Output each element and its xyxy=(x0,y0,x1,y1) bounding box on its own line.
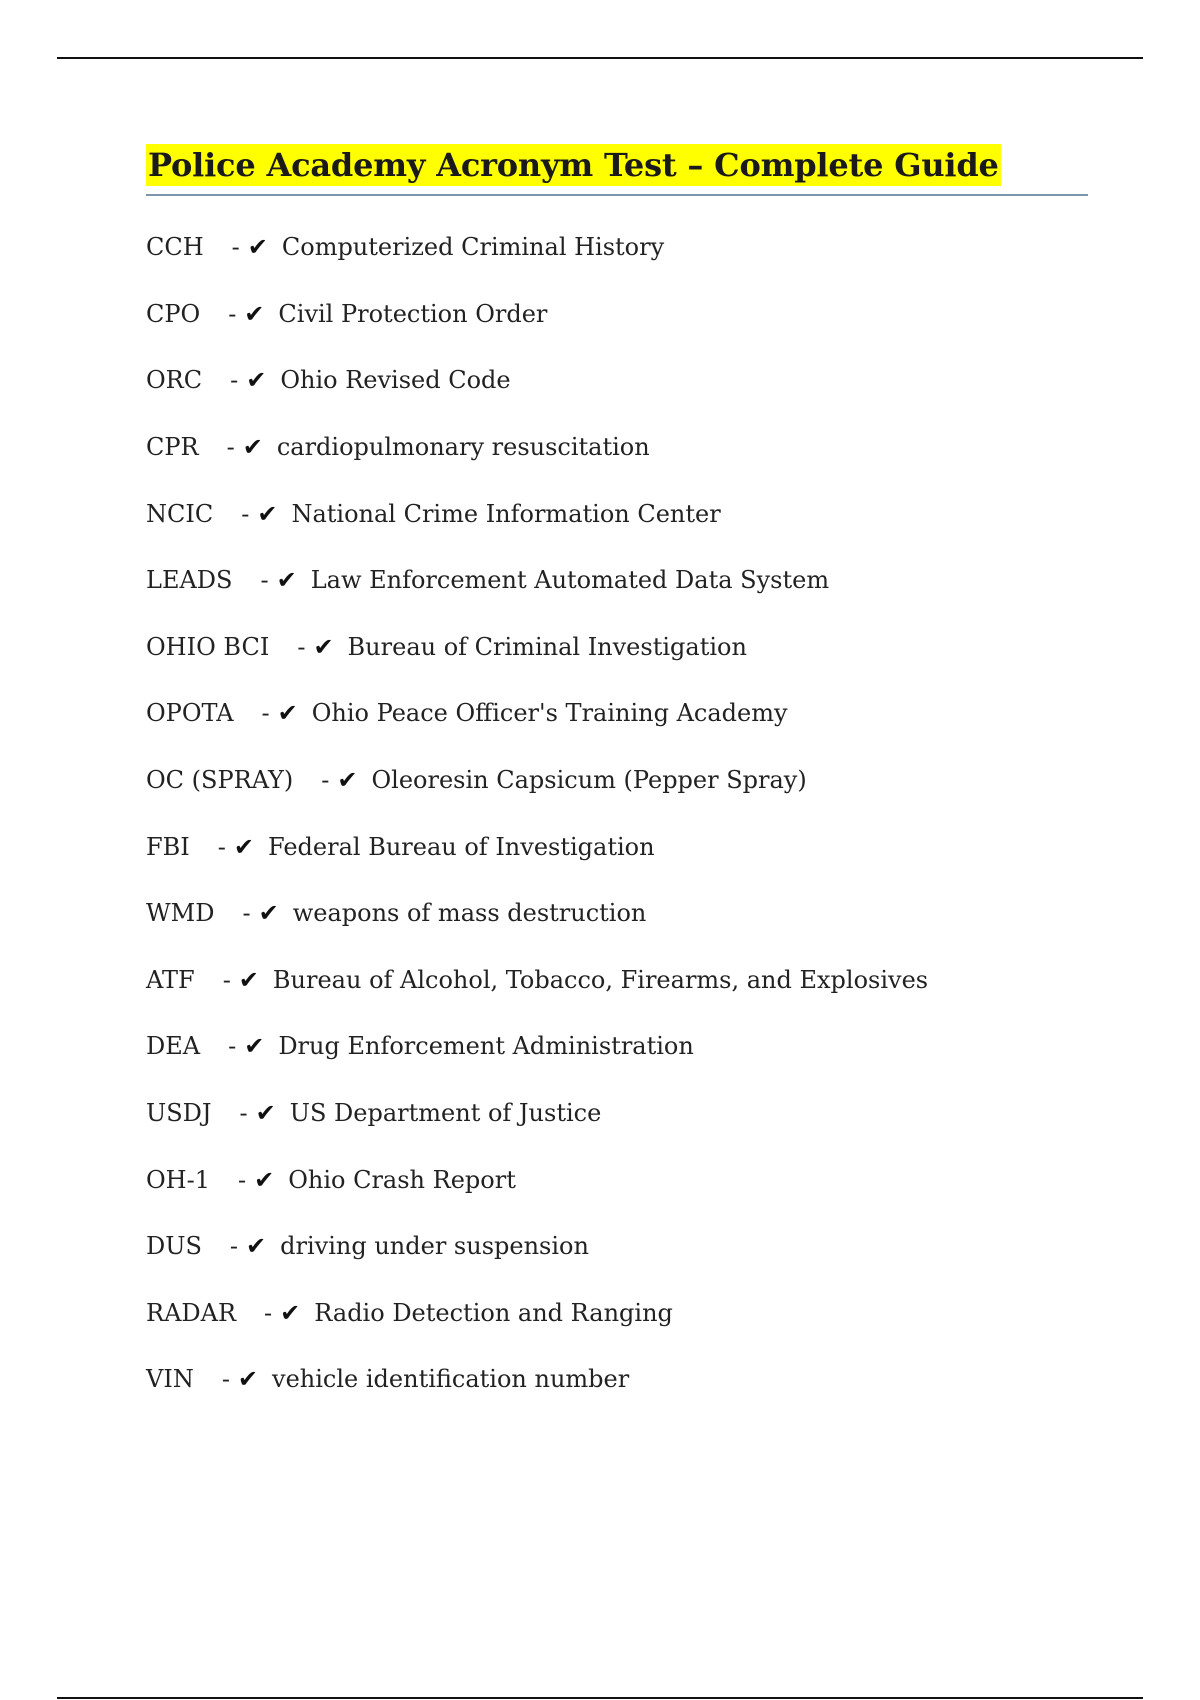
acronym-entry-oc-spray xyxy=(146,747,1088,814)
acronym-term: LEADS xyxy=(146,566,233,595)
acronym-term: RADAR xyxy=(146,1298,237,1327)
check-mark-icon: ✔ xyxy=(237,1365,259,1394)
separator-dash: - xyxy=(229,1232,239,1261)
check-mark-icon: ✔ xyxy=(244,299,265,328)
page-bottom-rule xyxy=(57,1697,1143,1699)
acronym-definition: Ohio Crash Report xyxy=(288,1165,516,1194)
check-mark-icon: ✔ xyxy=(277,699,298,728)
acronym-term: NCIC xyxy=(146,499,214,528)
check-mark-icon: ✔ xyxy=(247,233,268,262)
separator-dash: - xyxy=(221,1365,230,1394)
acronym-definition: US Department of Justice xyxy=(289,1099,602,1128)
acronym-definition: Civil Protection Order xyxy=(278,299,548,328)
acronym-definition: Ohio Revised Code xyxy=(280,366,511,395)
separator-dash: - xyxy=(231,233,240,262)
check-mark-icon: ✔ xyxy=(242,433,263,462)
acronym-entry-wmd xyxy=(146,880,1088,947)
acronym-entry-cpr xyxy=(146,414,1088,481)
check-mark-icon: ✔ xyxy=(255,1099,276,1128)
acronym-term: OHIO BCI xyxy=(146,632,270,661)
acronym-entry-fbi xyxy=(146,813,1088,880)
separator-dash: - xyxy=(261,699,270,728)
separator-dash: - xyxy=(228,1032,237,1061)
acronym-definition: cardiopulmonary resuscitation xyxy=(276,433,650,462)
check-mark-icon: ✔ xyxy=(254,1165,275,1194)
check-mark-icon: ✔ xyxy=(276,566,297,595)
acronym-entry-leads xyxy=(146,547,1088,614)
acronym-definition: weapons of mass destruction xyxy=(292,899,647,928)
check-mark-icon: ✔ xyxy=(257,499,278,528)
check-mark-icon: ✔ xyxy=(337,766,358,795)
separator-dash: - xyxy=(242,899,251,928)
acronym-term: OC (SPRAY) xyxy=(146,766,294,795)
acronym-definition: driving under suspension xyxy=(280,1232,589,1261)
separator-dash: - xyxy=(241,499,250,528)
separator-dash: - xyxy=(228,299,237,328)
acronym-term: OPOTA xyxy=(146,699,234,728)
separator-dash: - xyxy=(217,832,226,861)
acronym-entry-opota xyxy=(146,680,1088,747)
acronym-definition: National Crime Information Center xyxy=(291,499,721,528)
acronym-term: CPO xyxy=(146,299,201,328)
acronym-entry-cpo xyxy=(146,281,1088,348)
check-mark-icon: ✔ xyxy=(233,832,254,861)
separator-dash: - xyxy=(297,632,306,661)
acronym-term: WMD xyxy=(146,899,215,928)
separator-dash: - xyxy=(230,366,239,395)
acronym-term: ORC xyxy=(146,366,203,395)
acronym-term: VIN xyxy=(146,1365,194,1394)
title-block xyxy=(146,144,1088,196)
check-mark-icon: ✔ xyxy=(238,965,259,994)
acronym-entry-dea xyxy=(146,1013,1088,1080)
acronym-definition: Federal Bureau of Investigation xyxy=(268,832,655,861)
acronym-entry-oh-1 xyxy=(146,1146,1088,1213)
page-title: Police Academy Acronym Test – Complete Guide xyxy=(148,146,999,184)
acronym-entry-atf xyxy=(146,947,1088,1014)
acronym-list xyxy=(146,214,1088,1413)
check-mark-icon: ✔ xyxy=(258,899,279,928)
check-mark-icon: ✔ xyxy=(246,1232,267,1261)
acronym-definition: Radio Detection and Ranging xyxy=(314,1298,673,1327)
acronym-definition: Bureau of Alcohol, Tobacco, Firearms, and Explosives xyxy=(272,965,929,994)
acronym-definition: Oleoresin Capsicum (Pepper Spray) xyxy=(371,766,807,795)
acronym-term: CCH xyxy=(146,233,204,262)
acronym-term: USDJ xyxy=(146,1099,212,1128)
acronym-term: DEA xyxy=(146,1032,201,1061)
acronym-term: FBI xyxy=(146,832,190,861)
separator-dash: - xyxy=(237,1165,247,1194)
acronym-entry-ohio-bci xyxy=(146,614,1088,681)
acronym-entry-cch xyxy=(146,214,1088,281)
page-top-rule xyxy=(57,57,1143,59)
separator-dash: - xyxy=(264,1298,273,1327)
acronym-definition: Drug Enforcement Administration xyxy=(278,1032,694,1061)
check-mark-icon: ✔ xyxy=(244,1032,265,1061)
separator-dash: - xyxy=(222,965,231,994)
acronym-term: OH-1 xyxy=(146,1165,210,1194)
acronym-term: DUS xyxy=(146,1232,202,1261)
acronym-entry-orc xyxy=(146,347,1088,414)
acronym-definition: Bureau of Criminal Investigation xyxy=(347,632,747,661)
acronym-definition: Law Enforcement Automated Data System xyxy=(310,566,830,595)
acronym-definition: Computerized Criminal History xyxy=(281,233,665,262)
check-mark-icon: ✔ xyxy=(246,366,267,395)
acronym-entry-usdj xyxy=(146,1080,1088,1147)
separator-dash: - xyxy=(321,766,330,795)
acronym-entry-dus xyxy=(146,1213,1088,1280)
acronym-entry-radar xyxy=(146,1280,1088,1347)
document-body xyxy=(146,144,1088,1413)
acronym-term: ATF xyxy=(146,965,195,994)
separator-dash: - xyxy=(226,433,235,462)
separator-dash: - xyxy=(239,1099,248,1128)
acronym-entry-vin xyxy=(146,1346,1088,1413)
acronym-definition: Ohio Peace Officer's Training Academy xyxy=(311,699,788,728)
check-mark-icon: ✔ xyxy=(313,632,334,661)
check-mark-icon: ✔ xyxy=(280,1298,301,1327)
acronym-definition: vehicle identification number xyxy=(272,1365,630,1394)
acronym-entry-ncic xyxy=(146,480,1088,547)
acronym-term: CPR xyxy=(146,433,199,462)
separator-dash: - xyxy=(260,566,269,595)
